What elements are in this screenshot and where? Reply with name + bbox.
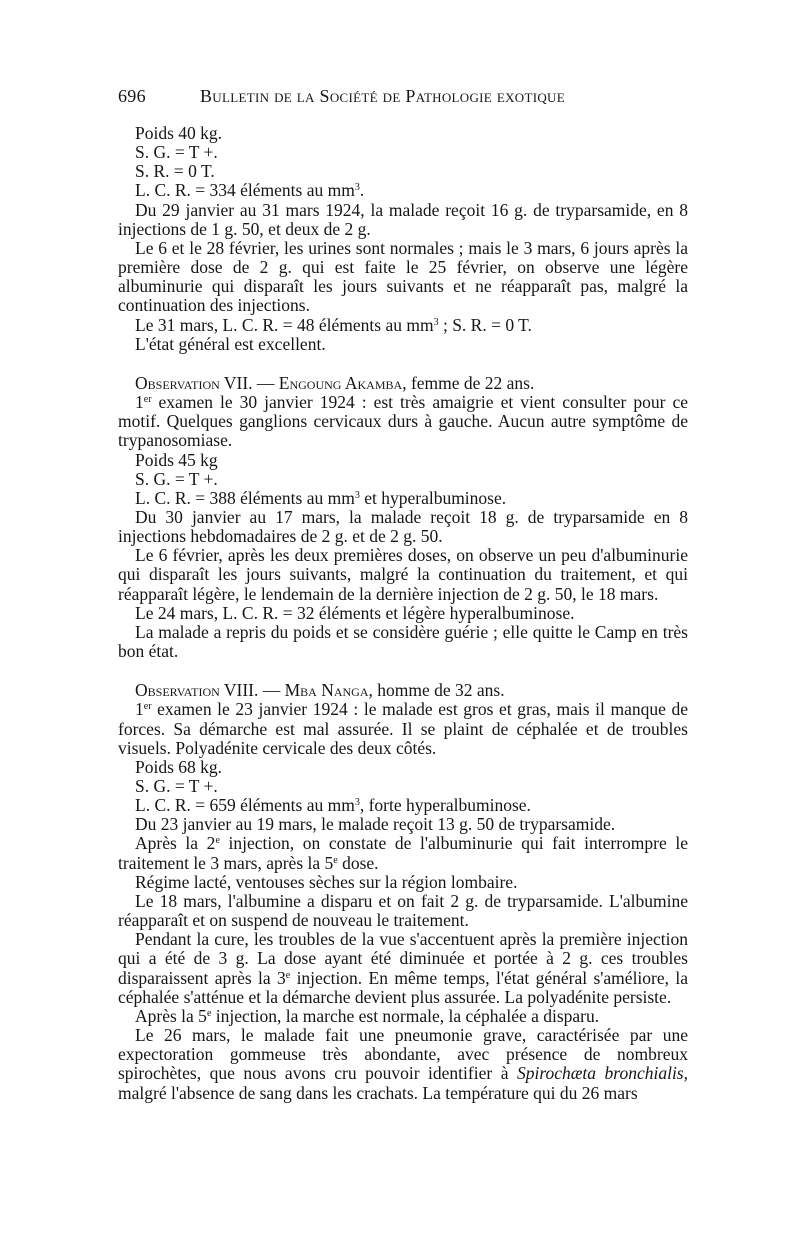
paragraph: 1er examen le 30 janvier 1924 : est très amaigrie et vient consulter pour ce motif. Quelques ganglions cervicaux durs à gauche. Aucun autre symptôme de trypanosomiase. [118, 392, 688, 451]
paragraph: Le 26 mars, le malade fait une pneumonie grave, caractérisée par une expectoration gommeuse très abondante, avec présence de nombreux spirochètes, que nous avons cru pouvoir identifier à Spirochæta bronchialis, malgré l'absence de sang dans les crachats. La température qui du 26 mars [118, 1025, 688, 1103]
observation-heading: Observation VIII. — Mba Nanga, homme de 32 ans. [135, 680, 505, 701]
text-line: L. C. R. = 334 éléments au $mm^3$. [135, 180, 365, 201]
paragraph: Le 6 et le 28 février, les urines sont normales ; mais le 3 mars, 6 jours après la première dose de 2 g. qui est faite le 25 février, on observe une légère albuminurie qui disparaît les jours suivants et ne réapparaît pas, malgré la continuation des injections. [118, 237, 688, 316]
paragraph: Pendant la cure, les troubles de la vue s'accentuent après la première injection qui a été de 3 g. La dose ayant été diminuée et portée à 2 g. ces troubles disparaissent après la 3e injection. En même temps, l'état général s'améliore, la céphalée s'atténue et la démarche devient plus assurée. La polyadénite persiste. [118, 929, 688, 1007]
text-line: Poids 40 kg. [135, 123, 223, 143]
text-line: S. G. = T +. [135, 776, 218, 796]
page-number: 696 [118, 86, 146, 106]
text-line: Poids 45 kg [135, 449, 218, 470]
running-title: Bulletin de la Société de Pathologie exotique [200, 86, 565, 106]
paragraph: Le 31 mars, L. C. R. = 48 éléments au $mm^3$ ; S. R. = 0 T. [135, 314, 532, 335]
paragraph: Du 30 janvier au 17 mars, la malade reçoit 18 g. de tryparsamide en 8 injections hebdomadaires de 2 g. et de 2 g. 50. [118, 506, 688, 547]
body-text [118, 124, 688, 1103]
paragraph: Le 6 février, après les deux premières doses, on observe un peu d'albuminurie qui disparaît les jours suivants, malgré la continuation du traitement, et qui réapparaît légère, le lendemain de la dernière injection de 2 g. 50, le 18 mars. [118, 545, 688, 604]
paragraph: L'état général est excellent. [135, 333, 326, 354]
species-name: Spirochæta bronchialis, [516, 1063, 688, 1084]
paragraph: Après la 2e injection, on constate de l'albuminurie qui fait interrompre le traitement le 3 mars, après la 5e dose. [118, 833, 688, 873]
paragraph: 1er examen le 23 janvier 1924 : le malade est gros et gras, mais il manque de forces. Sa démarche est mal assurée. Il se plaint de céphalée et de troubles visuels. Polyadénite cervicale des deux côtés. [118, 699, 688, 758]
text-line: S. R. = 0 T. [135, 161, 215, 182]
text-line: S. G. = T +. [135, 468, 218, 489]
paragraph: Après la 5e injection, la marche est normale, la céphalée a disparu. [135, 1005, 600, 1026]
paragraph: Le 24 mars, L. C. R. = 32 éléments et légère hyperalbuminose. [135, 602, 575, 623]
observation-heading: Observation VII. — Engoung Akamba, femme de 22 ans. [135, 372, 535, 393]
text-line: S. G. = T +. [135, 142, 218, 163]
paragraph: Du 23 janvier au 19 mars, le malade reçoit 13 g. 50 de tryparsamide. [135, 814, 616, 835]
paragraph: Régime lacté, ventouses sèches sur la région lombaire. [135, 871, 518, 892]
paragraph: Le 18 mars, l'albumine a disparu et on fait 2 g. de tryparsamide. L'albumine réapparaît et on suspend de nouveau le traitement. [118, 890, 688, 931]
text-line: L. C. R. = 388 éléments au $mm^3$ et hyperalbuminose. [135, 487, 507, 508]
text-line: Poids 68 kg. [135, 756, 223, 777]
paragraph: Du 29 janvier au 31 mars 1924, la malade reçoit 16 g. de tryparsamide, en 8 injections de 1 g. 50, et deux de 2 g. [118, 199, 688, 239]
paragraph: La malade a repris du poids et se considère guérie ; elle quitte le Camp en très bon état. [118, 621, 688, 662]
running-header [118, 86, 688, 110]
text-line: L. C. R. = 659 éléments au $mm^3$, forte hyperalbuminose. [135, 795, 531, 816]
